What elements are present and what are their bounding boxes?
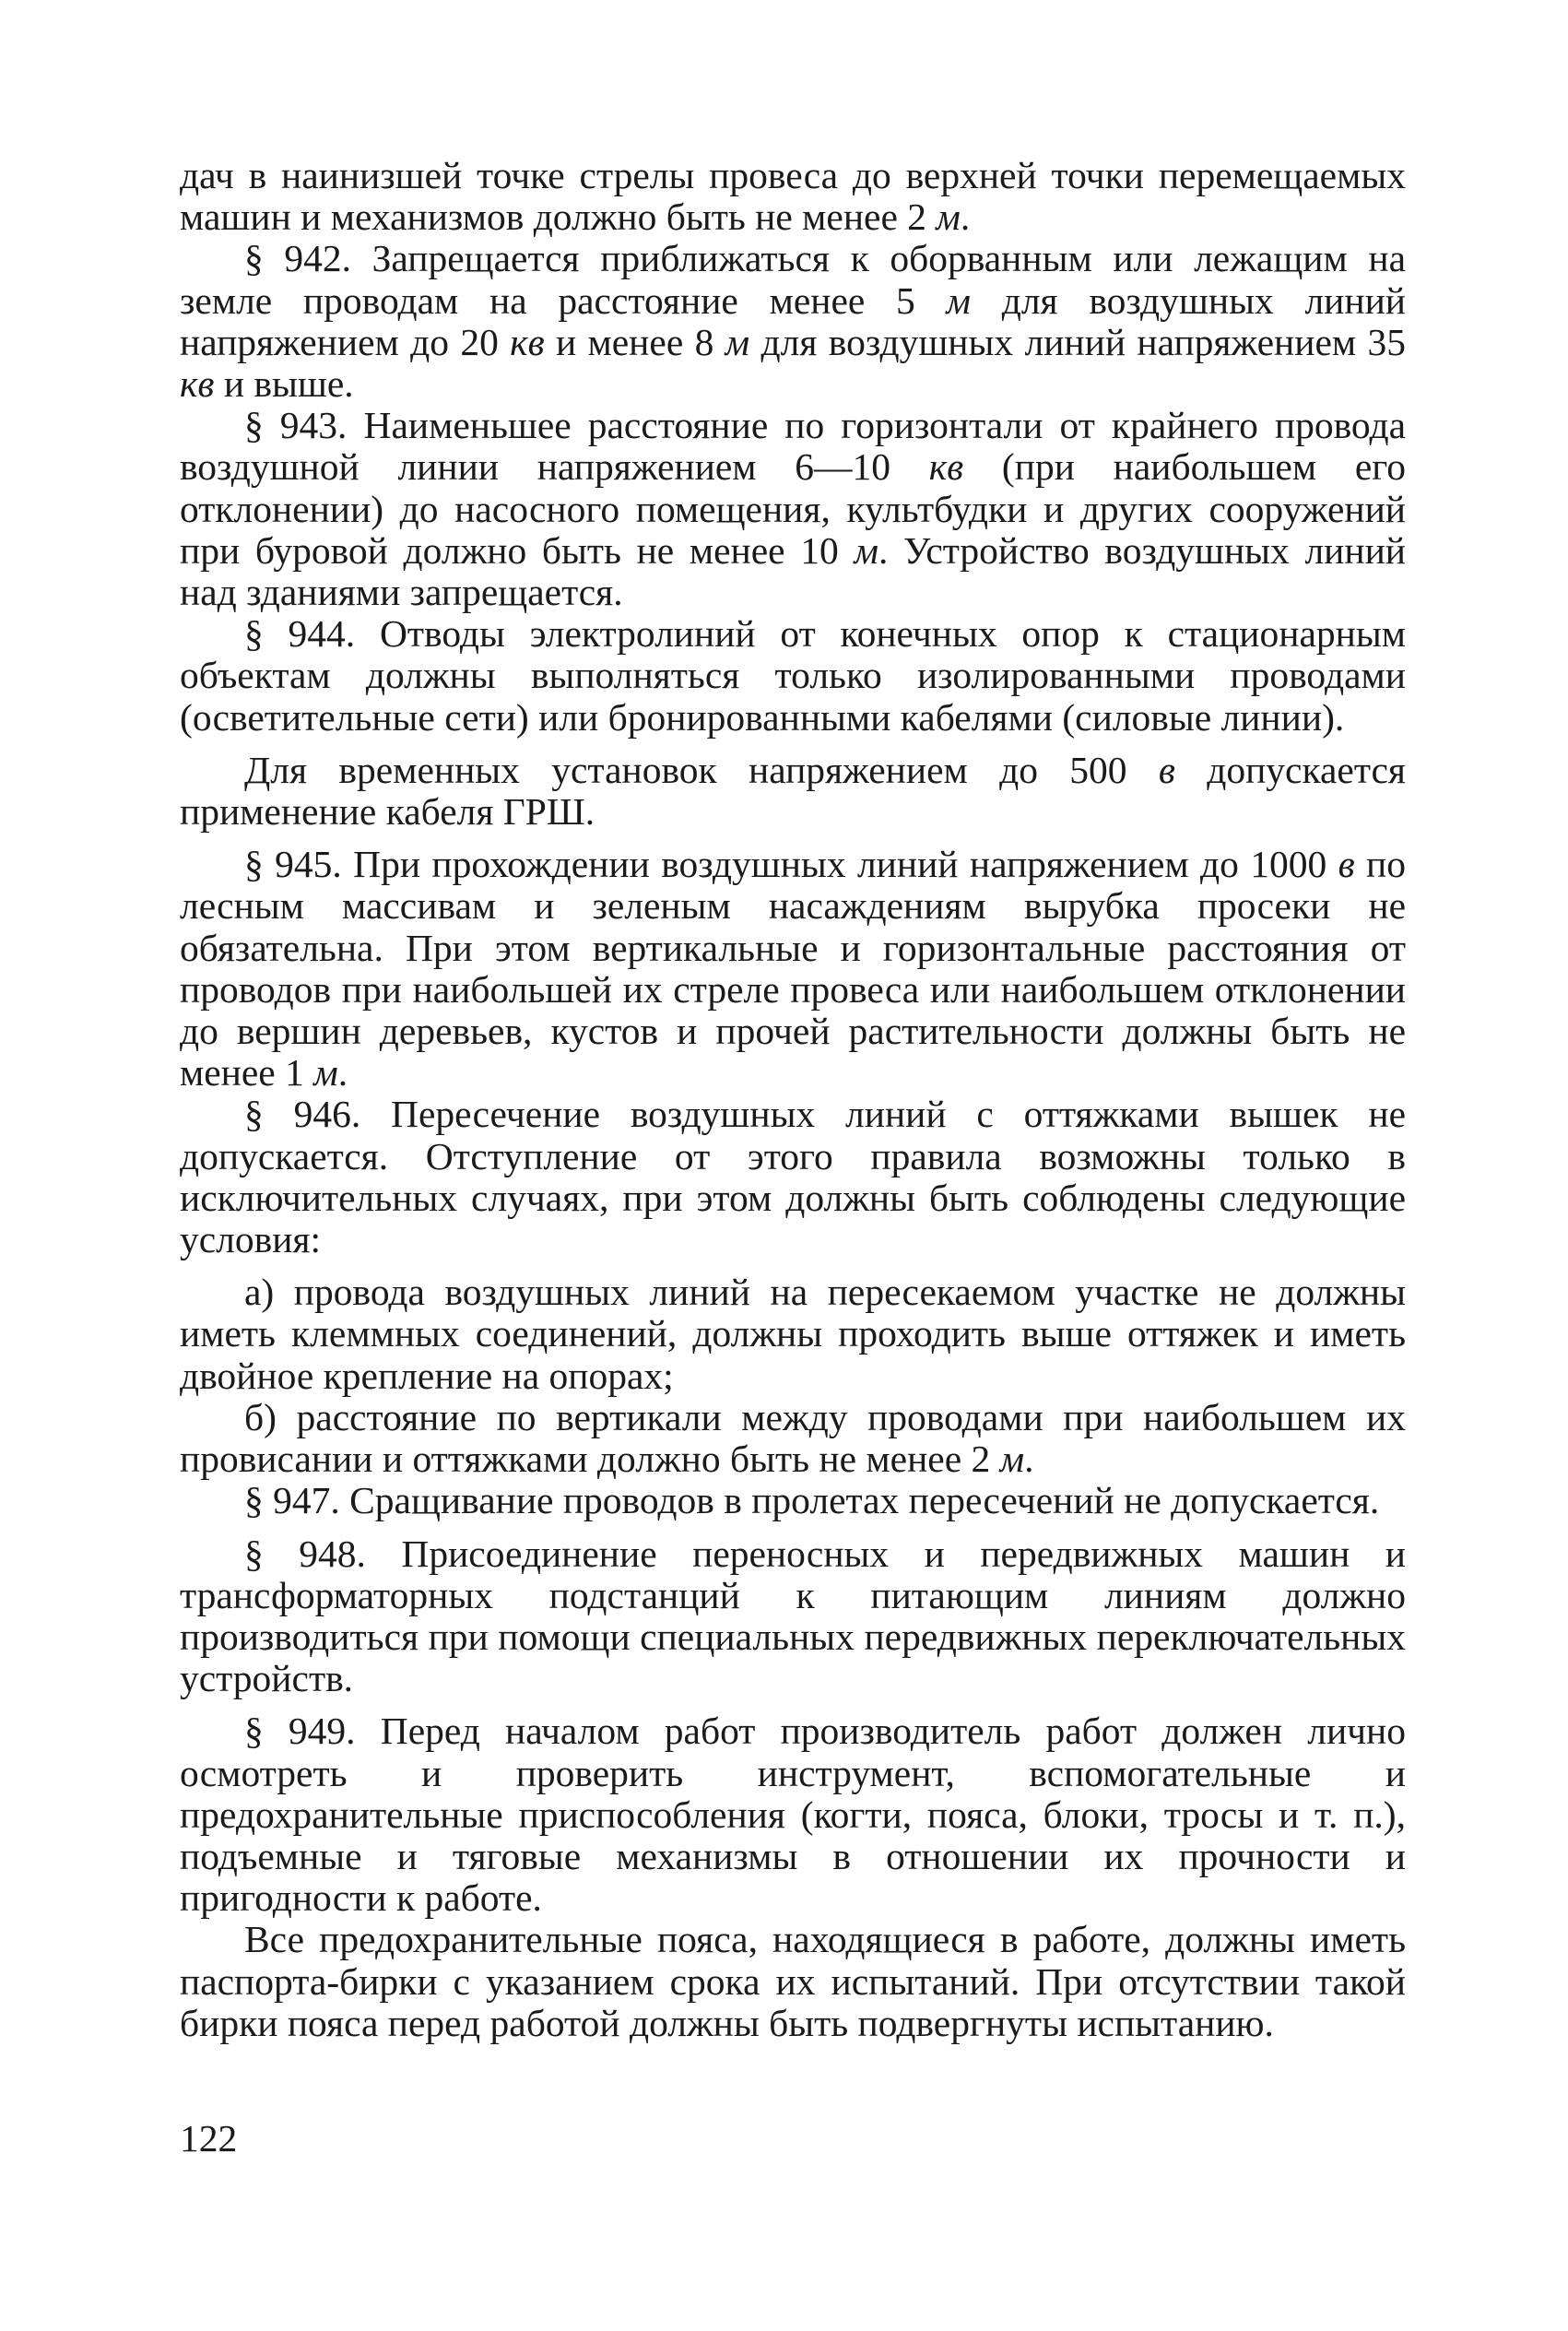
paragraph-945: § 945. При прохождении воздушных линий напряжением до 1000 в по лесным массивам и зеленым насаждениям вырубка просеки не обязательна. При этом вертикальные и горизонтальные расстояния от проводов при наибольшей их стреле провеса или наибольшем отклонении до вершин деревьев, кустов и прочей растительности должны быть не менее 1 м. (180, 843, 1406, 1095)
paragraph-943: § 943. Наименьшее расстояние по горизонтали от крайнего провода воздушной линии напряжением 6—10 кв (при наибольшем его отклонении) до насосного помещения, культбудки и других сооружений при буровой должно быть не менее 10 м. Устройство воздушных линий над зданиями запрещается. (180, 404, 1406, 614)
paragraph-949-note: Все предохранительные пояса, находящиеся в работе, должны иметь паспорта-бирки с указанием срока их испытаний. При отсутствии такой бирки пояса перед работой должны быть подвергнуты испытанию. (180, 1918, 1406, 2044)
paragraph-944: § 944. Отводы электролиний от конечных опор к стационарным объектам должны выполняться только изолированными проводами (осветительные сети) или бронированными кабелями (силовые линии). (180, 612, 1406, 739)
paragraph-947: § 947. Сращивание проводов в пролетах пересечений не допускается. (244, 1479, 1380, 1522)
unit-italic: м (854, 528, 878, 572)
unit-italic: м (313, 1051, 338, 1095)
paragraph-949: § 949. Перед началом работ производитель работ должен лично осмотреть и проверить инструмент, вспомогательные и предохранительные приспособления (когти, пояса, блоки, тросы и т. п.), подъемные и тяговые механизмы в отношении их прочности и пригодности к работе. (180, 1710, 1406, 1920)
page-number: 122 (180, 2117, 238, 2159)
unit-italic: кв (928, 445, 964, 489)
unit-italic: м (946, 278, 971, 322)
paragraph-944-note: Для временных установок напряжением до 500 в допускается применение кабеля ГРШ. (180, 748, 1406, 834)
unit-italic: в (1158, 748, 1175, 791)
paragraph-946-a: а) провода воздушных линий на пересекаемом участке не должны иметь клеммных соединений, должны проходить выше оттяжек и иметь двойное крепление на опорах; (180, 1271, 1406, 1397)
unit-italic: кв (180, 362, 215, 406)
paragraph-946: § 946. Пересечение воздушных линий с оттяжками вышек не допускается. Отступление от этого правила возможны только в исключительных случаях, при этом должны быть соблюдены следующие условия: (180, 1093, 1406, 1261)
unit-italic: м (999, 1438, 1025, 1481)
paragraph-942: § 942. Запрещается приближаться к оборванным или лежащим на земле проводам на расстояние менее 5 м для воздушных линий напряжением до 20 кв и менее 8 м для воздушных линий напряжением 35 кв и выше. (180, 237, 1406, 406)
paragraph-948: § 948. Присоединение переносных и передвижных машин и трансформаторных подстанций к питающим линиям должно производиться при помощи специальных передвижных переключательных устройств. (180, 1532, 1406, 1700)
paragraph-946-b: б) расстояние по вертикали между проводами при наибольшем их провисании и оттяжками должно быть не менее 2 м. (180, 1395, 1406, 1481)
paragraph-continuation: дач в наинизшей точке стрелы провеса до верхней точки перемещаемых машин и механизмов должно быть не менее 2 м. (180, 154, 1406, 239)
unit-italic: кв (510, 320, 545, 363)
page-body (180, 155, 1406, 2044)
unit-italic: м (725, 320, 750, 363)
unit-italic: м (936, 195, 961, 239)
unit-italic: в (1338, 843, 1355, 886)
